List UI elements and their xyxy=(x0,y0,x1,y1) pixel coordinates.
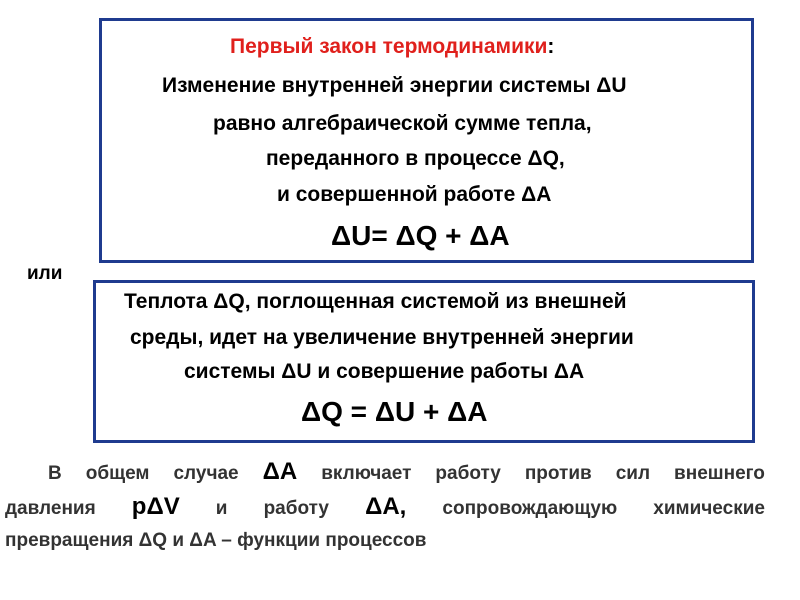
word: сопровождающую xyxy=(442,498,618,519)
word: В xyxy=(48,463,62,484)
word: работу xyxy=(263,498,329,519)
law-text-line-4: и совершенной работе ΔA xyxy=(277,183,552,206)
word: работу xyxy=(435,463,501,484)
paragraph-line-3: превращения ΔQ и ΔA – функции процессов xyxy=(5,530,427,551)
delta-a-symbol: ΔA, xyxy=(365,493,407,520)
paragraph-line-1 xyxy=(48,458,765,486)
word: и xyxy=(215,498,228,519)
heat-equation: ΔQ = ΔU + ΔA xyxy=(301,396,488,427)
law-text-line-2: равно алгебраической сумме тепла, xyxy=(213,112,592,135)
law-text-line-3: переданного в процессе ΔQ, xyxy=(266,147,565,170)
paragraph-line-2 xyxy=(5,493,765,521)
word: включает xyxy=(321,463,412,484)
heat-text-line-1: Теплота ΔQ, поглощенная системой из внешней xyxy=(124,290,627,313)
word: сил xyxy=(615,463,651,484)
law-text-line-1: Изменение внутренней энергии системы ΔU xyxy=(162,74,627,97)
title-text: Первый закон термодинамики xyxy=(230,35,548,58)
word: общем xyxy=(85,463,150,484)
word: давления xyxy=(5,498,96,519)
delta-a-symbol: ΔA xyxy=(262,458,298,485)
word: химические xyxy=(653,498,765,519)
connector-or: или xyxy=(27,263,63,284)
slide-title xyxy=(230,35,554,59)
p-delta-v-symbol: pΔV xyxy=(131,493,180,520)
word: случае xyxy=(173,463,239,484)
heat-text-line-2: среды, идет на увеличение внутренней энергии xyxy=(130,326,634,349)
law-equation: ΔU= ΔQ + ΔA xyxy=(331,220,510,251)
word: против xyxy=(524,463,592,484)
title-colon: : xyxy=(547,35,555,58)
word: внешнего xyxy=(674,463,765,484)
heat-text-line-3: системы ΔU и совершение работы ΔA xyxy=(184,360,585,383)
